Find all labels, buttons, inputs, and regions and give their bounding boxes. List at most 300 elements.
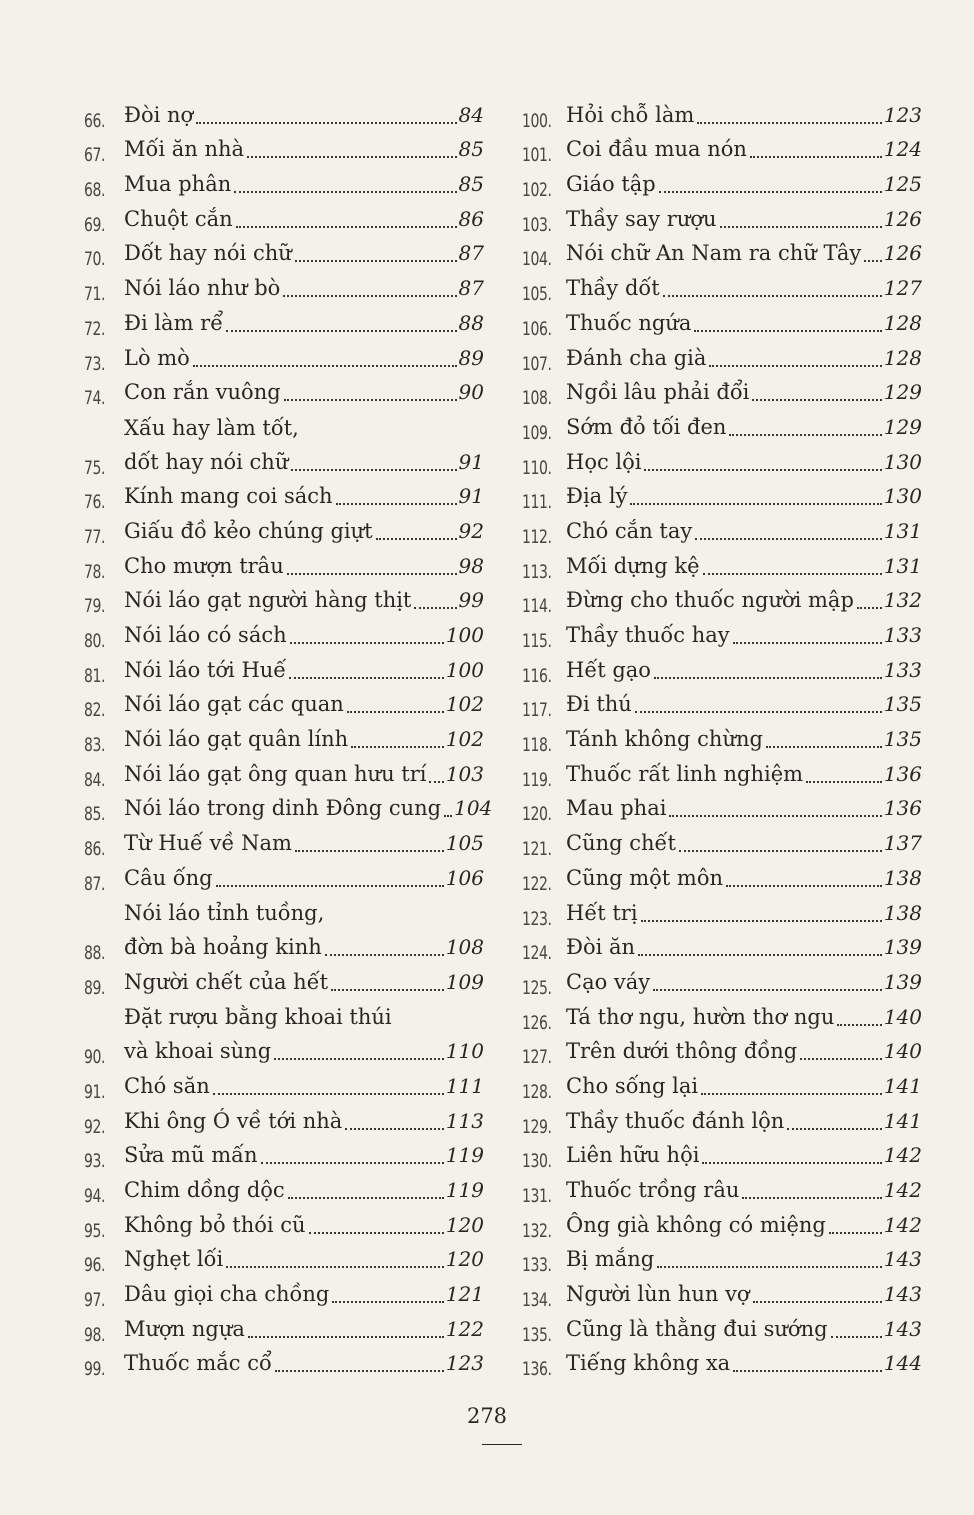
entry-title: Cũng chết bbox=[566, 831, 676, 856]
entry-body bbox=[124, 722, 484, 756]
entry-line bbox=[124, 98, 484, 132]
entry-page: 139 bbox=[883, 935, 922, 960]
entry-body bbox=[124, 757, 484, 791]
entry-number: 106. bbox=[522, 317, 552, 340]
dot-leader bbox=[325, 954, 444, 956]
toc-entry bbox=[522, 1346, 922, 1381]
entry-page: 122 bbox=[445, 1316, 484, 1341]
entry-page: 137 bbox=[883, 831, 922, 856]
entry-body bbox=[566, 202, 922, 236]
entry-number: 88. bbox=[84, 942, 106, 965]
entry-line bbox=[566, 861, 922, 895]
entry-page: 104 bbox=[454, 796, 493, 821]
toc-entry bbox=[84, 132, 484, 167]
entry-number: 105. bbox=[522, 283, 552, 306]
entry-body bbox=[124, 1069, 484, 1103]
entry-title: Trên dưới thông đồng bbox=[566, 1039, 798, 1064]
entry-body bbox=[566, 1208, 922, 1242]
dot-leader bbox=[831, 1336, 882, 1338]
entry-body bbox=[124, 826, 484, 860]
dot-leader bbox=[787, 1128, 882, 1130]
entry-title: Chuột cắn bbox=[124, 206, 233, 231]
toc-entry bbox=[84, 1172, 484, 1207]
entry-title: Hết gạo bbox=[566, 657, 651, 682]
toc-entry bbox=[84, 548, 484, 583]
entry-title: Tá thơ ngu, hườn thơ ngu bbox=[566, 1004, 835, 1029]
entry-title: Tiếng không xa bbox=[566, 1351, 731, 1376]
entry-body bbox=[566, 791, 922, 825]
entry-number: 84. bbox=[84, 768, 106, 791]
entry-line bbox=[124, 306, 484, 340]
entry-page: 100 bbox=[445, 623, 484, 648]
entry-number: 107. bbox=[522, 352, 552, 375]
entry-number: 136. bbox=[522, 1358, 552, 1381]
entry-line bbox=[124, 722, 484, 756]
entry-body bbox=[124, 271, 484, 305]
entry-title: Dốt hay nói chữ bbox=[124, 241, 292, 266]
entry-body bbox=[566, 1346, 922, 1380]
toc-entry bbox=[84, 1311, 484, 1346]
entry-page: 133 bbox=[883, 623, 922, 647]
entry-page: 113 bbox=[445, 1108, 484, 1133]
dot-leader bbox=[236, 226, 457, 228]
entry-line bbox=[124, 341, 484, 375]
dot-leader bbox=[196, 122, 456, 124]
entry-page: 105 bbox=[445, 831, 484, 856]
entry-line bbox=[124, 861, 484, 895]
dot-leader bbox=[630, 503, 881, 505]
entry-page: 111 bbox=[445, 1073, 484, 1098]
entry-number: 110. bbox=[522, 456, 552, 479]
toc-entry bbox=[522, 513, 922, 548]
entry-number: 81. bbox=[84, 664, 106, 687]
entry-title: Ông già không có miệng bbox=[566, 1212, 826, 1237]
entry-body bbox=[566, 549, 922, 583]
entry-line bbox=[566, 479, 922, 513]
toc-entry bbox=[522, 409, 922, 444]
entry-line bbox=[124, 167, 484, 201]
dot-leader bbox=[653, 989, 882, 991]
entry-title: Từ Huế về Nam bbox=[124, 831, 292, 856]
entry-line bbox=[566, 167, 922, 201]
entry-line bbox=[124, 445, 484, 479]
entry-page: 138 bbox=[883, 865, 922, 890]
entry-line bbox=[566, 930, 922, 964]
entry-body bbox=[566, 583, 922, 617]
entry-body bbox=[566, 965, 922, 999]
entry-title: Thầy dốt bbox=[566, 276, 660, 301]
entry-page: 135 bbox=[883, 692, 922, 717]
entry-title: Thuốc rất linh nghiệm bbox=[566, 761, 804, 786]
entry-page: 135 bbox=[883, 727, 922, 752]
entry-title: Lò mò bbox=[124, 345, 190, 370]
dot-leader bbox=[247, 156, 457, 158]
dot-leader bbox=[283, 295, 456, 297]
entry-number: 113. bbox=[522, 560, 552, 583]
entry-page: 143 bbox=[883, 1282, 922, 1307]
entry-number: 94. bbox=[84, 1185, 106, 1208]
entry-page: 124 bbox=[883, 137, 922, 162]
entry-number: 112. bbox=[522, 525, 552, 548]
entry-number: 86. bbox=[84, 838, 106, 861]
dot-leader bbox=[750, 156, 882, 158]
entry-number: 104. bbox=[522, 248, 552, 271]
entry-number: 77. bbox=[84, 525, 106, 548]
entry-title: Sửa mũ mấn bbox=[124, 1143, 258, 1168]
toc-entry bbox=[522, 583, 922, 618]
entry-title: Không bỏ thói cũ bbox=[124, 1212, 306, 1237]
dot-leader bbox=[287, 573, 457, 575]
entry-body bbox=[124, 167, 484, 201]
entry-page: 109 bbox=[445, 969, 484, 994]
entry-page: 132 bbox=[883, 588, 922, 613]
toc-entry bbox=[84, 305, 484, 340]
entry-page: 144 bbox=[883, 1351, 922, 1376]
entry-number: 101. bbox=[522, 144, 552, 167]
dot-leader bbox=[429, 781, 443, 783]
entry-title: Giấu đồ kẻo chúng giựt bbox=[124, 518, 373, 543]
entry-body bbox=[124, 479, 484, 513]
entry-line bbox=[124, 1173, 484, 1207]
entry-page: 88 bbox=[458, 310, 484, 335]
entry-line bbox=[124, 583, 484, 617]
dot-leader bbox=[248, 1336, 444, 1338]
entry-number: 120. bbox=[522, 803, 552, 826]
toc-entry bbox=[522, 860, 922, 895]
entry-line bbox=[566, 1173, 922, 1207]
entry-number: 115. bbox=[522, 630, 552, 652]
entry-number: 116. bbox=[522, 664, 552, 687]
entry-page: 85 bbox=[458, 137, 484, 162]
entry-title: Thuốc ngứa bbox=[566, 310, 692, 335]
dot-leader bbox=[766, 746, 882, 748]
entry-number: 132. bbox=[522, 1219, 552, 1242]
entry-title: Học lội bbox=[566, 449, 642, 474]
toc-entry bbox=[84, 652, 484, 687]
entry-number: 99. bbox=[84, 1358, 106, 1381]
entry-title: Nói láo gạt các quan bbox=[124, 692, 344, 717]
entry-title: Sớm đỏ tối đen bbox=[566, 414, 727, 439]
dot-leader bbox=[657, 1266, 882, 1268]
entry-number: 121. bbox=[522, 838, 552, 861]
entry-number: 72. bbox=[84, 317, 106, 340]
entry-number: 109. bbox=[522, 421, 552, 444]
toc-entry bbox=[522, 930, 922, 965]
toc-entry bbox=[84, 201, 484, 236]
entry-number: 96. bbox=[84, 1254, 106, 1277]
toc-entry bbox=[522, 617, 922, 652]
dot-leader bbox=[234, 191, 456, 193]
entry-body bbox=[124, 618, 484, 652]
entry-title: Đi thú bbox=[566, 692, 632, 717]
dot-leader bbox=[291, 469, 456, 471]
entry-title: Con rắn vuông bbox=[124, 380, 281, 405]
entry-page: 123 bbox=[445, 1351, 484, 1376]
dot-leader bbox=[654, 677, 882, 679]
toc-entry bbox=[522, 201, 922, 236]
entry-number: 124. bbox=[522, 942, 552, 965]
entry-body bbox=[566, 410, 922, 444]
dot-leader bbox=[351, 746, 444, 748]
entry-page: 129 bbox=[883, 414, 922, 439]
entry-page: 100 bbox=[445, 657, 484, 682]
entry-title: Câu ống bbox=[124, 865, 213, 890]
dot-leader bbox=[641, 920, 882, 922]
entry-number: 117. bbox=[522, 699, 552, 722]
entry-title: Cho mượn trâu bbox=[124, 553, 284, 578]
entry-page: 126 bbox=[883, 206, 922, 231]
entry-title: Chó cắn tay bbox=[566, 518, 693, 543]
dot-leader bbox=[857, 607, 882, 609]
entry-page: 142 bbox=[883, 1143, 922, 1168]
entry-body bbox=[124, 861, 484, 895]
entry-line bbox=[566, 1346, 922, 1380]
entry-number: 91. bbox=[84, 1080, 106, 1103]
toc-entry bbox=[522, 756, 922, 791]
entry-line bbox=[124, 1034, 484, 1068]
entry-title-cont: dốt hay nói chữ bbox=[124, 449, 289, 474]
entry-page: 91 bbox=[458, 484, 484, 509]
entry-body bbox=[124, 236, 484, 270]
toc-entry bbox=[522, 687, 922, 722]
toc-entry bbox=[522, 1068, 922, 1103]
entry-number: 73. bbox=[84, 352, 106, 375]
entry-title-cont: đờn bà hoảng kinh bbox=[124, 935, 322, 960]
entry-title: Nói láo gạt người hàng thịt bbox=[124, 588, 412, 613]
toc-entry bbox=[522, 652, 922, 687]
entry-number: 114. bbox=[522, 595, 552, 618]
toc-entry bbox=[84, 1242, 484, 1277]
dot-leader bbox=[644, 469, 881, 471]
entry-line bbox=[566, 271, 922, 305]
entry-page: 142 bbox=[883, 1178, 922, 1202]
dot-leader bbox=[345, 1128, 444, 1130]
toc-entry bbox=[84, 1346, 484, 1381]
entry-number: 76. bbox=[84, 491, 106, 514]
entry-body bbox=[124, 514, 484, 548]
dot-leader bbox=[709, 365, 881, 367]
toc-entry bbox=[84, 1207, 484, 1242]
entry-line bbox=[566, 722, 922, 756]
entry-body bbox=[124, 687, 484, 721]
entry-title: Coi đầu mua nón bbox=[566, 137, 747, 162]
dot-leader bbox=[295, 260, 457, 262]
entry-body bbox=[566, 341, 922, 375]
entry-line bbox=[566, 375, 922, 409]
entry-number: 119. bbox=[522, 768, 552, 791]
dot-leader bbox=[336, 503, 457, 505]
toc-entry bbox=[84, 375, 484, 410]
entry-line bbox=[566, 1000, 922, 1034]
dot-leader bbox=[679, 850, 882, 852]
entry-page: 130 bbox=[883, 449, 922, 474]
entry-body bbox=[566, 861, 922, 895]
dot-leader bbox=[284, 399, 457, 401]
entry-number: 125. bbox=[522, 976, 552, 999]
entry-number: 85. bbox=[84, 803, 106, 826]
entry-page: 120 bbox=[445, 1212, 484, 1237]
toc-entry bbox=[522, 305, 922, 340]
entry-body bbox=[124, 896, 484, 964]
entry-body bbox=[566, 930, 922, 964]
entry-number: 129. bbox=[522, 1115, 552, 1138]
entry-title: Cạo váy bbox=[566, 969, 651, 994]
entry-number: 67. bbox=[84, 144, 106, 167]
entry-title: Nói chữ An Nam ra chữ Tây bbox=[566, 241, 862, 266]
entry-title: Hỏi chỗ làm bbox=[566, 102, 695, 127]
toc-entry bbox=[522, 97, 922, 132]
dot-leader bbox=[638, 954, 882, 956]
entry-line bbox=[566, 965, 922, 999]
dot-leader bbox=[635, 711, 882, 713]
entry-line bbox=[124, 791, 493, 825]
entry-title: Ngồi lâu phải đổi bbox=[566, 380, 750, 405]
entry-title: Nói láo tới Huế bbox=[124, 657, 287, 682]
entry-number: 68. bbox=[84, 179, 106, 202]
entry-title: Mượn ngựa bbox=[124, 1316, 245, 1341]
dot-leader bbox=[800, 1058, 882, 1060]
dot-leader bbox=[703, 573, 882, 575]
entry-line bbox=[566, 1277, 922, 1311]
entry-number: 70. bbox=[84, 248, 106, 271]
entry-number: 89. bbox=[84, 976, 106, 999]
entry-title: Thầy thuốc đánh lộn bbox=[566, 1108, 785, 1133]
toc-entry bbox=[84, 97, 484, 132]
entry-title: Liên hữu hội bbox=[566, 1143, 700, 1168]
toc-entry bbox=[522, 825, 922, 860]
dot-leader bbox=[733, 1370, 882, 1372]
dot-leader bbox=[697, 122, 882, 124]
entry-body bbox=[124, 549, 484, 583]
toc-entry bbox=[84, 479, 484, 514]
dot-leader bbox=[226, 1266, 444, 1268]
page-number: 278 bbox=[466, 1404, 508, 1428]
entry-page: 106 bbox=[445, 865, 484, 890]
entry-body bbox=[566, 1312, 922, 1346]
entry-body bbox=[566, 445, 922, 479]
entry-body bbox=[124, 1138, 484, 1172]
entry-page: 140 bbox=[883, 1004, 922, 1029]
entry-body bbox=[566, 375, 922, 409]
entry-body bbox=[124, 1312, 484, 1346]
entry-body bbox=[566, 826, 922, 860]
entry-line bbox=[124, 1069, 484, 1103]
toc-entry bbox=[522, 999, 922, 1034]
dot-leader bbox=[726, 885, 882, 887]
entry-line bbox=[124, 1138, 484, 1172]
toc-entry bbox=[84, 236, 484, 271]
dot-leader bbox=[347, 711, 444, 713]
entry-body bbox=[566, 757, 922, 791]
dot-leader bbox=[829, 1232, 882, 1234]
entry-line bbox=[566, 410, 922, 444]
footer-rule bbox=[482, 1444, 522, 1445]
entry-title: Mối dựng kệ bbox=[566, 553, 700, 578]
entry-title: Đòi ăn bbox=[566, 935, 636, 960]
dot-leader bbox=[414, 607, 456, 609]
dot-leader bbox=[216, 885, 444, 887]
toc-entry bbox=[522, 375, 922, 410]
entry-body bbox=[124, 375, 484, 409]
entry-page: 123 bbox=[883, 102, 922, 127]
entry-line bbox=[124, 687, 484, 721]
dot-leader bbox=[753, 1301, 882, 1303]
entry-title: Mua phân bbox=[124, 172, 232, 197]
dot-leader bbox=[289, 677, 444, 679]
dot-leader bbox=[332, 1301, 443, 1303]
entry-body bbox=[124, 583, 484, 617]
toc-entry bbox=[522, 548, 922, 583]
entry-line bbox=[566, 653, 922, 687]
dot-leader bbox=[806, 781, 882, 783]
entry-number: 95. bbox=[84, 1219, 106, 1242]
entry-line bbox=[124, 757, 484, 791]
toc-entry bbox=[84, 270, 484, 305]
entry-line bbox=[566, 757, 922, 791]
toc-entry bbox=[84, 513, 484, 548]
entry-line bbox=[566, 202, 922, 236]
entry-line bbox=[566, 1138, 922, 1172]
entry-body bbox=[124, 1242, 484, 1276]
entry-body bbox=[566, 1000, 922, 1034]
entry-title: Mối ăn nhà bbox=[124, 137, 245, 162]
entry-number: 78. bbox=[84, 560, 106, 583]
entry-title: Người lùn hun vợ bbox=[566, 1282, 750, 1307]
toc-entry bbox=[522, 479, 922, 514]
dot-leader bbox=[742, 1197, 881, 1199]
toc-entry bbox=[522, 444, 922, 479]
entry-body bbox=[124, 1346, 484, 1380]
entry-line bbox=[124, 653, 484, 687]
entry-page: 110 bbox=[445, 1039, 484, 1064]
entry-page: 89 bbox=[458, 345, 484, 370]
entry-line bbox=[566, 1104, 922, 1138]
entry-body bbox=[566, 722, 922, 756]
entry-page: 127 bbox=[883, 276, 922, 301]
entry-page: 90 bbox=[458, 380, 484, 405]
entry-number: 130. bbox=[522, 1150, 552, 1173]
entry-line bbox=[566, 1069, 922, 1103]
entry-line bbox=[566, 687, 922, 721]
entry-number: 123. bbox=[522, 907, 552, 930]
entry-page: 141 bbox=[883, 1073, 922, 1098]
entry-body bbox=[566, 271, 922, 305]
entry-body bbox=[124, 341, 484, 375]
entry-number: 66. bbox=[84, 109, 106, 132]
dot-leader bbox=[444, 815, 452, 817]
dot-leader bbox=[288, 1197, 444, 1199]
dot-leader bbox=[720, 226, 882, 228]
entry-page: 121 bbox=[445, 1282, 484, 1307]
toc-entry bbox=[522, 1034, 922, 1069]
toc-entry bbox=[84, 756, 484, 791]
entry-page: 130 bbox=[883, 484, 922, 509]
entry-line bbox=[124, 1208, 484, 1242]
entry-number: 103. bbox=[522, 213, 552, 236]
entry-number: 83. bbox=[84, 734, 106, 757]
entry-body bbox=[566, 653, 922, 687]
entry-body bbox=[566, 1173, 922, 1207]
entry-title: Nói láo tỉnh tuồng, bbox=[124, 901, 325, 926]
entry-body bbox=[124, 132, 484, 166]
entry-page: 92 bbox=[458, 518, 484, 543]
toc-entry bbox=[84, 1068, 484, 1103]
entry-line bbox=[566, 1242, 922, 1276]
entry-line bbox=[124, 1312, 484, 1346]
entry-line bbox=[566, 341, 922, 375]
entry-page: 103 bbox=[445, 761, 484, 786]
entry-body bbox=[566, 1138, 922, 1172]
